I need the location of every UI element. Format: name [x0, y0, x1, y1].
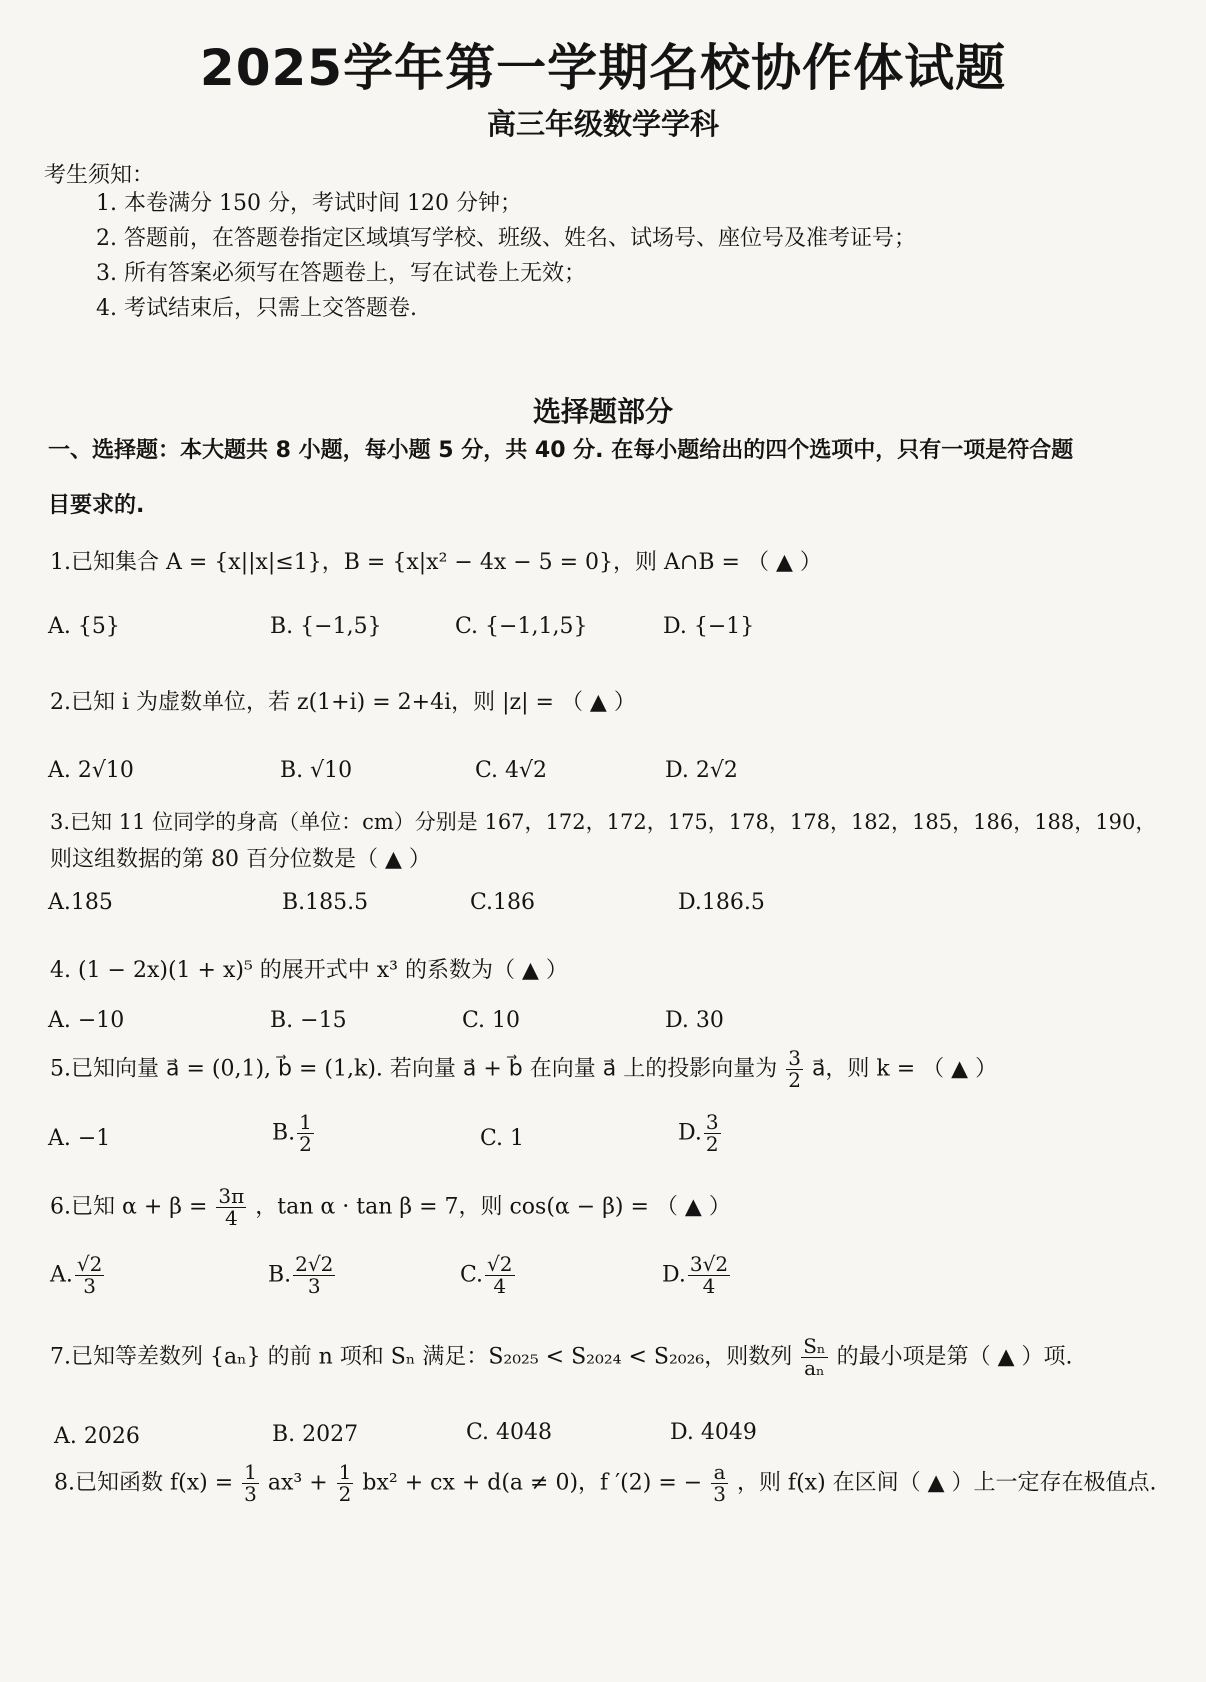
- question-8-fraction-3: [711, 1462, 728, 1505]
- question-6-option-b-fraction: [293, 1254, 335, 1297]
- question-2-option-a[interactable]: A. 2√10: [48, 758, 134, 783]
- question-8-fraction-1: [242, 1462, 259, 1505]
- question-6-stem-part-2: ，tan α · tan β = 7，则 cos(α − β) = （ ▲ ）: [255, 1194, 731, 1220]
- question-7-option-b[interactable]: B. 2027: [272, 1422, 359, 1447]
- question-6-fraction: [216, 1186, 246, 1229]
- question-7-fraction-denominator: aₙ: [804, 1356, 825, 1380]
- question-4-option-c[interactable]: C. 10: [462, 1008, 521, 1033]
- question-1-option-c[interactable]: C. {−1,1,5}: [455, 614, 588, 639]
- question-3-option-c[interactable]: C.186: [470, 890, 536, 915]
- question-7-option-c[interactable]: C. 4048: [466, 1420, 553, 1445]
- question-4-option-a[interactable]: A. −10: [48, 1008, 125, 1033]
- question-8-fraction-2-denominator: 2: [338, 1482, 352, 1506]
- question-7-option-d[interactable]: D. 4049: [670, 1420, 757, 1445]
- question-6-option-d[interactable]: [662, 1254, 732, 1297]
- question-7-stem-part-2: 的最小项是第（ ▲ ）项.: [836, 1344, 1073, 1370]
- question-8-fraction-3-numerator: a: [711, 1462, 728, 1484]
- question-5-option-d-label: D.: [678, 1120, 702, 1146]
- question-1-option-b[interactable]: B. {−1,5}: [270, 614, 382, 639]
- question-6-fraction-numerator: 3π: [218, 1184, 245, 1208]
- part-one-instructions: 一、选择题：本大题共 8 小题，每小题 5 分，共 40 分. 在每小题给出的四个选项中，只有一项是符合题: [48, 438, 1074, 463]
- notice-rule-1: 1. 本卷满分 150 分，考试时间 120 分钟；: [96, 191, 522, 216]
- question-6-option-c-numerator: √2: [487, 1252, 513, 1276]
- question-8-stem-part-3: bx² + cx + d(a ≠ 0)，f ′(2) = −: [362, 1470, 703, 1496]
- question-5-option-d[interactable]: [678, 1112, 723, 1155]
- question-5-stem-part-2: a⃗，则 k = （ ▲ ）: [811, 1056, 998, 1082]
- question-6-option-b-denominator: 3: [307, 1274, 321, 1298]
- question-6-option-d-denominator: 4: [702, 1274, 716, 1298]
- question-6-stem: [50, 1186, 731, 1229]
- question-1-option-d[interactable]: D. {−1}: [663, 614, 755, 639]
- question-1-stem: 1.已知集合 A = {x||x|≤1}，B = {x|x² − 4x − 5 = 0}，则 A∩B = （ ▲ ）: [50, 550, 822, 575]
- question-7-stem: [50, 1336, 1073, 1379]
- question-6-option-d-numerator: 3√2: [689, 1252, 729, 1276]
- question-2-stem: 2.已知 i 为虚数单位，若 z(1+i) = 2+4i，则 |z| = （ ▲ ）: [50, 690, 636, 715]
- question-4-stem: 4. (1 − 2x)(1 + x)⁵ 的展开式中 x³ 的系数为（ ▲ ）: [50, 958, 568, 983]
- question-8-stem-part-4: ，则 f(x) 在区间（ ▲ ）上一定存在极值点.: [736, 1470, 1157, 1496]
- question-1-option-a[interactable]: A. {5}: [48, 614, 120, 639]
- question-5-option-b-label: B.: [272, 1120, 296, 1146]
- question-5-option-b-fraction: [297, 1112, 314, 1155]
- question-6-option-a-label: A.: [50, 1262, 73, 1288]
- question-6-option-d-fraction: [688, 1254, 730, 1297]
- question-5-option-d-fraction: [704, 1112, 721, 1155]
- question-6-option-c-label: C.: [460, 1262, 484, 1288]
- notice-rule-2: 2. 答题前，在答题卷指定区域填写学校、班级、姓名、试场号、座位号及准考证号；: [96, 226, 916, 251]
- exam-subtitle: 高三年级数学学科: [486, 107, 719, 141]
- part-one-instructions-cont: 目要求的.: [48, 493, 145, 518]
- question-6-fraction-denominator: 4: [224, 1206, 238, 1230]
- question-8-fraction-3-denominator: 3: [713, 1482, 726, 1506]
- question-5-option-a[interactable]: A. −1: [48, 1126, 111, 1151]
- question-5-option-b-denominator: 2: [299, 1132, 312, 1156]
- question-5-stem: [50, 1048, 997, 1091]
- question-2-option-d[interactable]: D. 2√2: [665, 758, 738, 783]
- question-8-stem: [54, 1462, 1157, 1505]
- notice-heading: 考生须知：: [44, 163, 155, 188]
- question-6-option-c[interactable]: [460, 1254, 517, 1297]
- question-4-option-d[interactable]: D. 30: [665, 1008, 724, 1033]
- question-5-fraction-denominator: 2: [788, 1068, 801, 1092]
- question-5-fraction-numerator: 3: [788, 1046, 801, 1070]
- question-6-option-a-fraction: [75, 1254, 104, 1297]
- question-6-stem-part-1: 6.已知 α + β =: [50, 1194, 208, 1220]
- question-8-fraction-1-numerator: 1: [244, 1460, 257, 1484]
- question-5-stem-part-1: 5.已知向量 a⃗ = (0,1), b⃗ = (1,k). 若向量 a⃗ + b⃗ 在向量 a⃗ 上的投影向量为: [50, 1056, 778, 1082]
- question-6-option-a-numerator: √2: [76, 1252, 103, 1276]
- question-5-option-b[interactable]: [272, 1112, 316, 1155]
- question-2-option-c[interactable]: C. 4√2: [475, 758, 548, 783]
- question-5-fraction: [786, 1048, 803, 1091]
- question-5-option-d-denominator: 2: [705, 1132, 719, 1156]
- question-3-option-b[interactable]: B.185.5: [282, 890, 369, 915]
- question-3-stem-line-1: 3.已知 11 位同学的身高（单位：cm）分别是 167，172，172，175，178，178，182，185，186，188，190，: [50, 810, 1157, 834]
- question-8-fraction-2: [337, 1462, 354, 1505]
- question-8-fraction-1-denominator: 3: [244, 1482, 257, 1506]
- question-3-stem-line-2: 则这组数据的第 80 百分位数是（ ▲ ）: [50, 847, 431, 872]
- question-5-option-d-numerator: 3: [705, 1110, 719, 1134]
- question-6-option-b[interactable]: [268, 1254, 337, 1297]
- question-5-option-c[interactable]: C. 1: [480, 1126, 525, 1151]
- question-7-fraction-numerator: Sₙ: [803, 1334, 826, 1358]
- question-6-option-b-label: B.: [268, 1262, 292, 1288]
- question-6-option-d-label: D.: [662, 1262, 686, 1288]
- question-7-option-a[interactable]: A. 2026: [54, 1424, 140, 1449]
- question-6-option-c-fraction: [485, 1254, 514, 1297]
- question-3-option-a[interactable]: A.185: [48, 890, 113, 915]
- notice-rule-4: 4. 考试结束后，只需上交答题卷.: [96, 296, 417, 321]
- question-8-stem-part-1: 8.已知函数 f(x) =: [54, 1470, 234, 1496]
- question-3-option-d[interactable]: D.186.5: [678, 890, 765, 915]
- notice-rule-3: 3. 所有答案必须写在答题卷上，写在试卷上无效；: [96, 261, 586, 286]
- question-2-option-b[interactable]: B. √10: [280, 758, 353, 783]
- question-5-option-b-numerator: 1: [299, 1110, 312, 1134]
- question-6-option-b-numerator: 2√2: [295, 1252, 334, 1276]
- question-7-stem-part-1: 7.已知等差数列 {aₙ} 的前 n 项和 Sₙ 满足：S₂₀₂₅ < S₂₀₂₄ < S₂₀₂₆，则数列: [50, 1344, 793, 1370]
- question-6-option-a-denominator: 3: [83, 1274, 96, 1298]
- question-6-option-c-denominator: 4: [493, 1274, 507, 1298]
- exam-title: 2025学年第一学期名校协作体试题: [199, 39, 1007, 97]
- question-8-fraction-2-numerator: 1: [338, 1460, 352, 1484]
- question-6-option-a[interactable]: [50, 1254, 106, 1297]
- question-8-stem-part-2: ax³ +: [267, 1470, 328, 1496]
- question-7-fraction: [801, 1336, 827, 1379]
- question-4-option-b[interactable]: B. −15: [270, 1008, 347, 1033]
- section-title: 选择题部分: [532, 395, 673, 428]
